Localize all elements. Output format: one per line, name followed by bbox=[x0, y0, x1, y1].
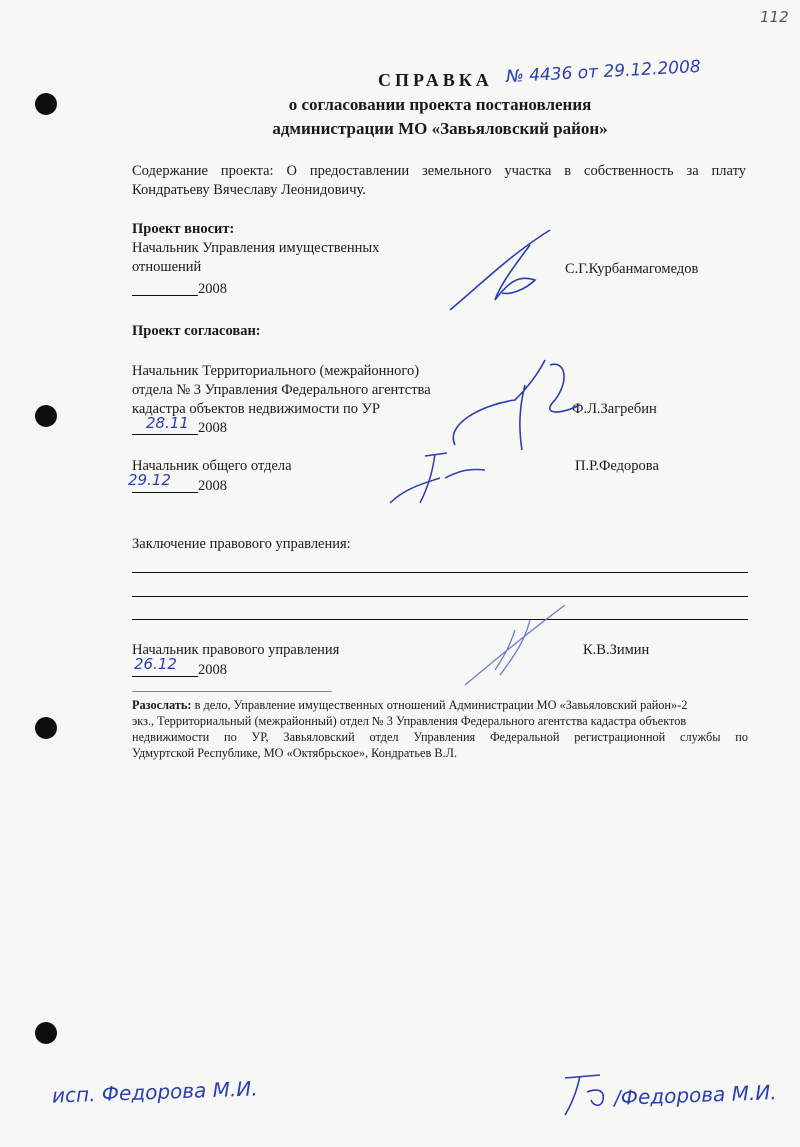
signature-fedorova bbox=[385, 448, 495, 508]
signature-kurbanmagomedov bbox=[440, 225, 570, 315]
approver-1-date-handwritten: 28.11 bbox=[146, 414, 189, 432]
distribution-line-2: экз., Территориальный (межрайонный) отдел № 3 Управления Федерального агентства кадастра объектов bbox=[132, 714, 687, 728]
submitter-heading: Проект вносит: bbox=[132, 221, 235, 237]
signature-zagrebin bbox=[440, 355, 590, 455]
subtitle-line-2: администрации МО «Завьяловский район» bbox=[272, 119, 608, 138]
date-line bbox=[132, 492, 198, 493]
conclusion-line-3 bbox=[132, 619, 748, 620]
signature-zimin bbox=[455, 600, 575, 690]
legal-head-position: Начальник правового управления bbox=[132, 642, 340, 658]
binder-hole bbox=[35, 717, 57, 739]
distribution-label: Разослать: bbox=[132, 698, 192, 712]
page-number: 112 bbox=[760, 8, 789, 26]
submitter-position-line-1: Начальник Управления имущественных bbox=[132, 240, 380, 256]
binder-hole bbox=[35, 405, 57, 427]
binder-hole bbox=[35, 1022, 57, 1044]
handwritten-document-number: № 4436 от 29.12.2008 bbox=[505, 56, 702, 88]
approval-heading: Проект согласован: bbox=[132, 323, 261, 339]
executor-handwritten: исп. Федорова М.И. bbox=[51, 1076, 258, 1108]
copy-initials-signature bbox=[555, 1070, 615, 1120]
document-title: СПРАВКА bbox=[378, 70, 493, 90]
distribution-text-1: в дело, Управление имущественных отношений Администрации МО «Завьяловский район»-2 bbox=[191, 698, 688, 712]
approver-2-date-year: 2008 bbox=[198, 478, 227, 494]
approver-1-position-line-3: кадастра объектов недвижимости по УР bbox=[132, 401, 380, 417]
date-line bbox=[132, 676, 198, 677]
legal-date-year: 2008 bbox=[198, 662, 227, 678]
distribution-line-1 bbox=[132, 697, 687, 713]
copy-handwritten: /Федорова М.И. bbox=[613, 1080, 777, 1110]
legal-date-handwritten: 26.12 bbox=[134, 655, 177, 673]
content-line-1: Содержание проекта: О предоставлении земельного участка в собственность за плату bbox=[132, 163, 746, 179]
conclusion-line-2 bbox=[132, 596, 748, 597]
approver-2-name: П.Р.Федорова bbox=[575, 458, 659, 474]
approver-1-position-line-1: Начальник Территориального (межрайонного) bbox=[132, 363, 420, 379]
approver-1-position-line-2: отдела № 3 Управления Федерального агентства bbox=[132, 382, 431, 398]
approver-2-position: Начальник общего отдела bbox=[132, 458, 292, 474]
legal-head-name: К.В.Зимин bbox=[583, 642, 650, 658]
separator bbox=[132, 691, 332, 692]
approver-2-date-handwritten: 29.12 bbox=[128, 471, 171, 489]
content-line-2: Кондратьеву Вячеславу Леонидовичу. bbox=[132, 182, 366, 198]
distribution-line-4: Удмуртской Республике, МО «Октябрьское», Кондратьев В.Л. bbox=[132, 746, 458, 760]
approver-1-name: Ф.Л.Загребин bbox=[572, 401, 657, 417]
date-blank-line bbox=[132, 295, 198, 296]
distribution-line-3: недвижимости по УР, Завьяловский отдел Управления Федеральной регистрационной службы по bbox=[132, 730, 748, 744]
subtitle-line-1: о согласовании проекта постановления bbox=[288, 95, 592, 114]
submitter-name: С.Г.Курбанмагомедов bbox=[565, 261, 699, 277]
legal-conclusion-label: Заключение правового управления: bbox=[132, 536, 351, 552]
date-line bbox=[132, 434, 198, 435]
submitter-date-year: 2008 bbox=[198, 281, 227, 297]
approver-1-date-year: 2008 bbox=[198, 420, 227, 436]
conclusion-line-1 bbox=[132, 572, 748, 573]
submitter-position-line-2: отношений bbox=[132, 259, 202, 275]
